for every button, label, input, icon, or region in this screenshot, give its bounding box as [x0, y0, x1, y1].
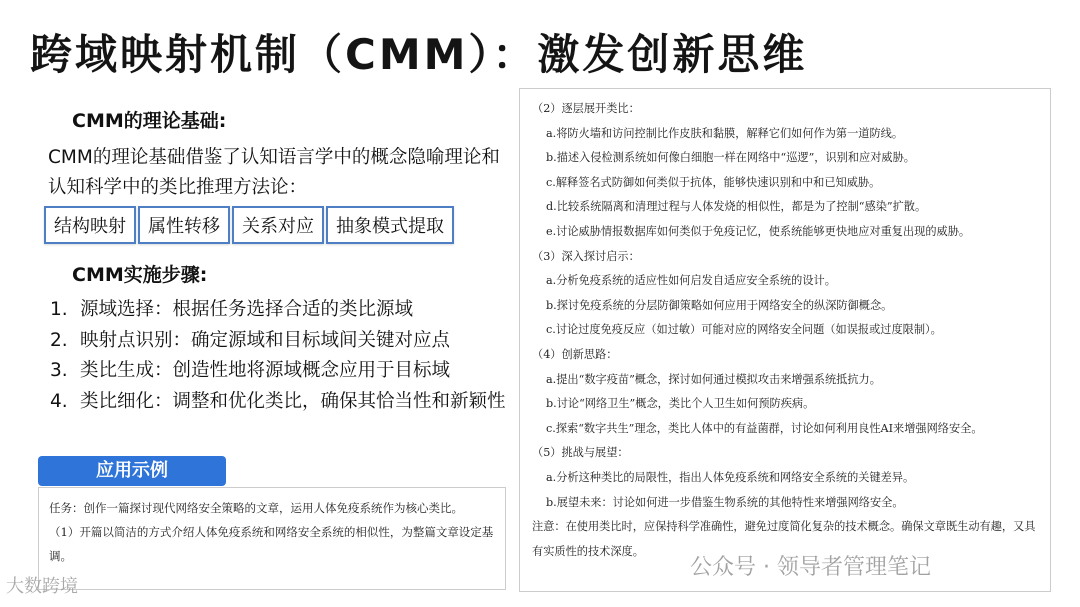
tag-attribute-transfer: 属性转移 — [138, 206, 230, 244]
tag-structure-mapping: 结构映射 — [44, 206, 136, 244]
step-item — [50, 326, 510, 357]
step-text: 类比细化：调整和优化类比，确保其恰当性和新颖性 — [80, 390, 506, 412]
step-number: 3. — [50, 360, 68, 381]
step-text: 类比生成：创造性地将源域概念应用于目标域 — [80, 360, 451, 381]
panel-line: （3）深入探讨启示： — [532, 249, 640, 263]
tag-relation-correspondence: 关系对应 — [232, 206, 324, 244]
step-text: 映射点识别：确定源域和目标域间关键对应点 — [80, 329, 451, 351]
panel-line: b.讨论“网络卫生”概念，类比个人卫生如何预防疾病。 — [546, 397, 815, 411]
steps-heading: CMM实施步骤: — [72, 264, 208, 286]
panel-line: d.比较系统隔离和清理过程与人体发烧的相似性，都是为了控制“感染”扩散。 — [546, 200, 927, 214]
panel-line: a.将防火墙和访问控制比作皮肤和黏膜，解释它们如何作为第一道防线。 — [546, 126, 904, 140]
panel-line: a.提出“数字疫苗”概念，探讨如何通过模拟攻击来增强系统抵抗力。 — [546, 372, 881, 386]
panel-line: c.探索“数字共生”理念，类比人体中的有益菌群，讨论如何利用良性AI来增强网络安全。 — [546, 421, 983, 435]
panel-line: b.展望未来：讨论如何进一步借鉴生物系统的其他特性来增强网络安全。 — [546, 495, 904, 509]
panel-line: a.分析这种类比的局限性，指出人体免疫系统和网络安全系统的关键差异。 — [546, 470, 915, 484]
panel-line: b.描述入侵检测系统如何像白细胞一样在网络中“巡逻”，识别和应对威胁。 — [546, 151, 915, 165]
example-line: （1）开篇以简洁的方式介绍人体免疫系统和网络安全系统的相似性，为整篇文章设定基调。 — [49, 525, 494, 563]
panel-line: a.分析免疫系统的适应性如何启发自适应安全系统的设计。 — [546, 274, 836, 288]
step-number: 4. — [50, 390, 68, 412]
example-box — [38, 487, 506, 590]
panel-line: b.探讨免疫系统的分层防御策略如何应用于网络安全的纵深防御概念。 — [546, 298, 893, 312]
example-line: 任务：创作一篇探讨现代网络安全策略的文章，运用人体免疫系统作为核心类比。 — [49, 501, 463, 515]
theory-tags — [44, 206, 454, 244]
step-item — [50, 387, 510, 418]
panel-line: c.解释签名式防御如何类似于抗体，能够快速识别和中和已知威胁。 — [546, 175, 881, 189]
panel-line: （4）创新思路： — [532, 347, 618, 361]
theory-heading: CMM的理论基础: — [72, 110, 227, 132]
watermark-right: 公众号 · 领导者管理笔记 — [690, 555, 931, 580]
step-item — [50, 356, 510, 387]
step-text: 源域选择：根据任务选择合适的类比源域 — [80, 299, 414, 320]
step-number: 1. — [50, 299, 68, 320]
theory-text: CMM的理论基础借鉴了认知语言学中的概念隐喻理论和认知科学中的类比推理方法论： — [48, 147, 500, 198]
panel-line: （2）逐层展开类比： — [532, 102, 640, 115]
steps-list — [50, 295, 510, 417]
panel-line: 注意：在使用类比时，应保持科学准确性，避免过度简化复杂的技术概念。确保文章既生动有趣，又具有实质性的技术深度。 — [532, 520, 1036, 558]
tag-abstract-pattern-extraction: 抽象模式提取 — [326, 206, 454, 244]
page-title: 跨域映射机制（CMM）：激发创新思维 — [30, 30, 808, 79]
step-item — [50, 295, 510, 326]
example-continuation-panel — [519, 88, 1051, 592]
panel-line: c.讨论过度免疫反应（如过敏）可能对应的网络安全问题（如误报或过度限制）。 — [546, 323, 942, 337]
panel-line: （5）挑战与展望： — [532, 446, 629, 460]
panel-line: e.讨论威胁情报数据库如何类似于免疫记忆，使系统能够更快地应对重复出现的威胁。 — [546, 224, 971, 238]
watermark-left: 大数跨境 — [6, 576, 78, 597]
step-number: 2. — [50, 329, 68, 351]
example-header: 应用示例 — [38, 456, 226, 486]
